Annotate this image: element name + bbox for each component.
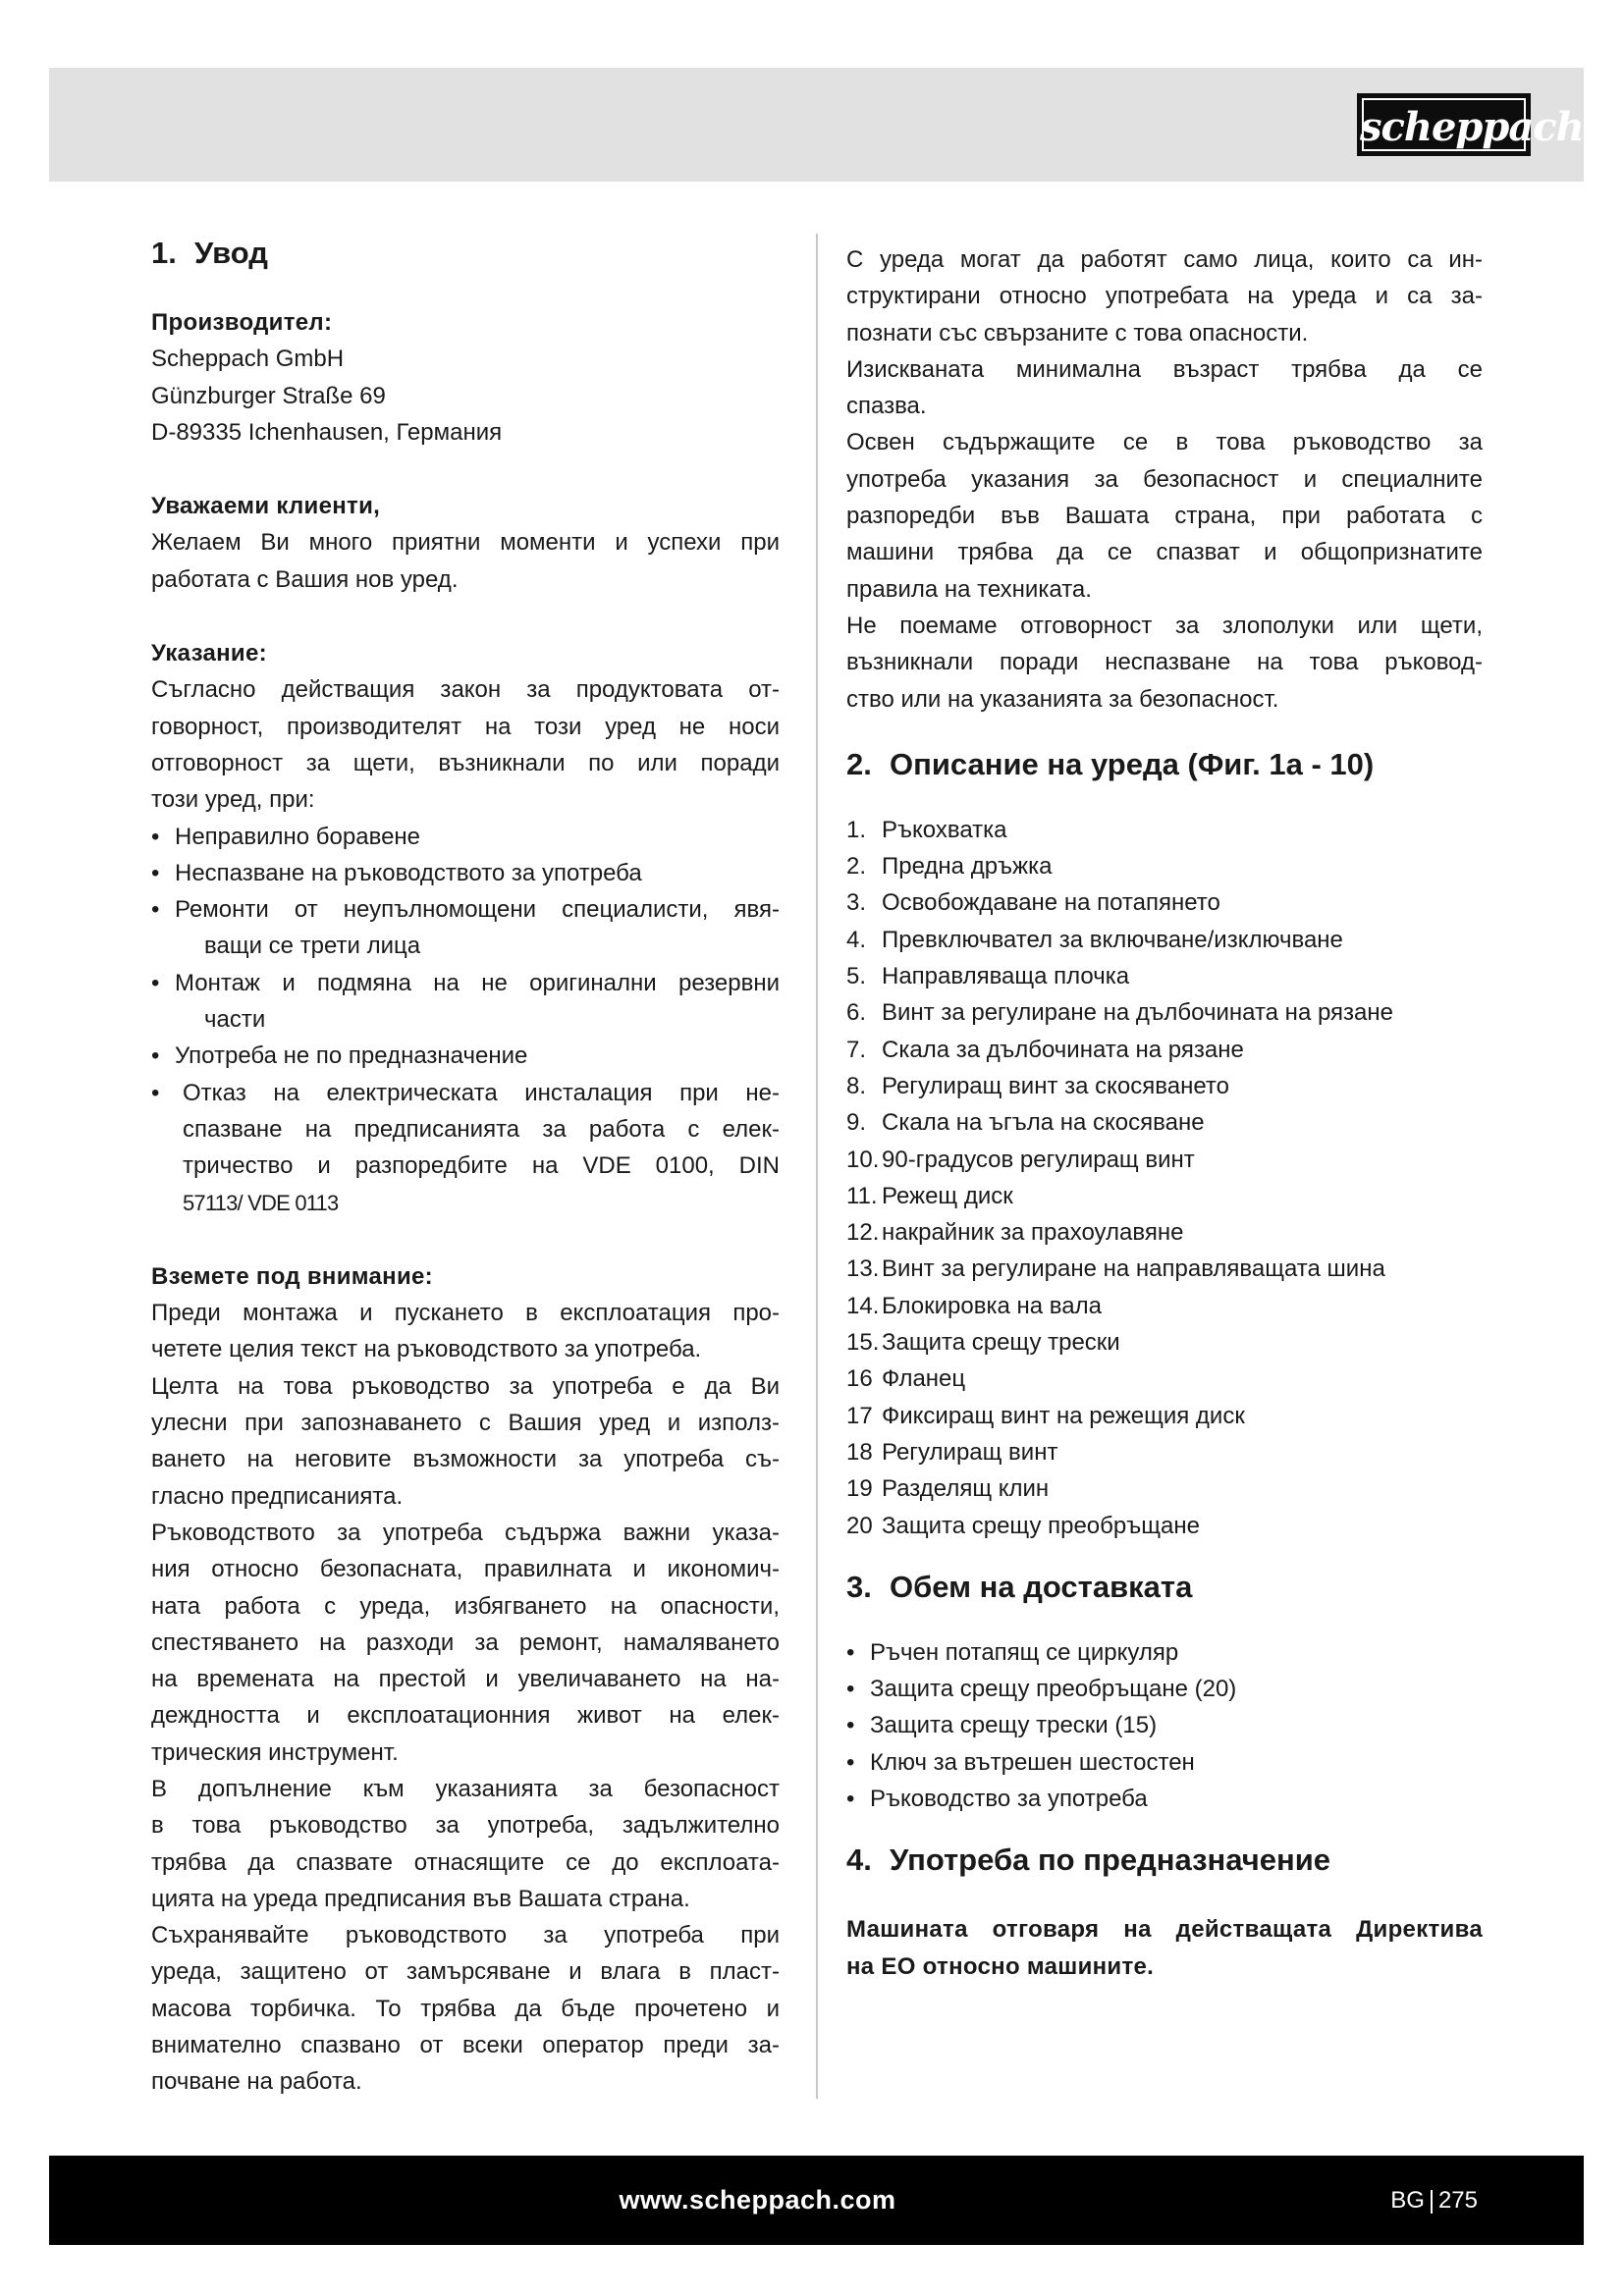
paragraph-line: цията на уреда предписания във Вашата страна.	[151, 1885, 690, 1912]
delivery-list	[846, 1634, 1483, 1817]
section-title: Обем на доставката	[890, 1569, 1193, 1604]
footer-website-link[interactable]: www.scheppach.com	[619, 2185, 896, 2215]
delivery-list-item: • Защита срещу преобръщане (20)	[846, 1676, 1237, 1703]
paragraph-line: масова торбичка. То трябва да бъде прочетено и	[151, 1995, 780, 2022]
parts-list-item: 9. Скала на ъгъла на скосяване	[846, 1109, 1205, 1137]
delivery-list-item: • Ръчен потапящ се циркуляр	[846, 1638, 1179, 1666]
parts-list-item: 16 Фланец	[846, 1365, 966, 1393]
section-3-heading	[846, 1566, 1483, 1609]
paragraph-line: Не поемаме отговорност за злополуки или щети,	[846, 612, 1483, 639]
parts-list-item: 20 Защита срещу преобръщане	[846, 1512, 1200, 1539]
parts-list-item: 17 Фиксиращ винт на режещия диск	[846, 1402, 1245, 1429]
paragraph-line: деждността и експлоатационния живот на елек-	[151, 1702, 780, 1730]
section-title: Описание на уреда (Фиг. 1a - 10)	[890, 746, 1375, 781]
paragraph-line: на времената на престой и увеличаването на на-	[151, 1666, 780, 1693]
paragraph-line: правила на техниката.	[846, 575, 1092, 603]
section-number: 3.	[846, 1569, 872, 1604]
manufacturer-line: Günzburger Straße 69	[151, 382, 386, 409]
parts-list-item: 10. 90-градусов регулиращ винт	[846, 1146, 1195, 1173]
paragraph-line: в това ръководство за употреба, задължително	[151, 1812, 780, 1840]
section-number: 2.	[846, 746, 872, 781]
paragraph-line: разпоредби във Вашата страна, при работата с	[846, 503, 1483, 530]
attention-label: Вземете под внимание:	[151, 1262, 433, 1290]
paragraph-line: познати със свързаните с това опасности.	[846, 319, 1309, 347]
footer-bar	[49, 2156, 1584, 2245]
parts-list-item: 4. Превключвател за включване/изключване	[846, 926, 1343, 953]
paragraph-line: отговорност за щети, възникнали по или поради	[151, 749, 780, 776]
list-item: • Ремонти от неупълномощени специалисти, явя- ващи се трети лица	[151, 896, 780, 960]
list-item: • Употреба не по предназначение	[151, 1042, 528, 1070]
attention-paragraph	[151, 1295, 780, 2101]
parts-list-item: 2. Предна дръжка	[846, 853, 1053, 881]
section-number: 1.	[151, 236, 177, 270]
section-1-heading	[151, 232, 780, 275]
paragraph-line: спазва.	[846, 393, 927, 420]
list-item: • Неправилно боравене	[151, 823, 421, 850]
scheppach-logo: scheppach	[1357, 93, 1531, 156]
paragraph-line: внимателно спазвано от всеки оператор преди за-	[151, 2032, 780, 2059]
paragraph-line: говорност, производителят на този уред не носи	[151, 713, 780, 740]
delivery-list-item: • Ръководство за употреба	[846, 1785, 1148, 1812]
paragraph-line: трябва да спазвате отнасящите се до експлоата-	[151, 1848, 780, 1876]
paragraph-line: Съгласно действащия закон за продуктовата от-	[151, 676, 780, 704]
paragraph-line: машини трябва да се спазват и общопризнатите	[846, 539, 1483, 566]
note-label: Указание:	[151, 640, 267, 667]
manufacturer-line: D-89335 Ichenhausen, Германия	[151, 418, 503, 446]
list-item: • Отказ на електрическата инсталация при не- спазване на предписанията за работа с елек- тричество и разпоредбите на VDE 0100, DIN 57113/ VDE 0113	[151, 1079, 780, 1215]
paragraph-line: Желаем Ви много приятни моменти и успехи при	[151, 529, 780, 557]
parts-list-item: 14. Блокировка на вала	[846, 1292, 1102, 1319]
intro-paragraph	[846, 241, 1483, 718]
paragraph-line: спестяването на разходи за ремонт, намаляването	[151, 1629, 780, 1656]
paragraph-line: ната работа с уреда, избягването на опасности,	[151, 1592, 780, 1620]
delivery-list-item: • Ключ за вътрешен шестостен	[846, 1748, 1195, 1776]
parts-list-item: 15. Защита срещу трески	[846, 1329, 1120, 1357]
paragraph-line: структирани относно употребата на уреда и са за-	[846, 283, 1483, 310]
column-divider	[816, 234, 818, 2099]
paragraph-line: почване на работа.	[151, 2068, 362, 2096]
parts-list-item: 3. Освобождаване на потапянето	[846, 889, 1220, 917]
paragraph-line: улесни при запознаването с Вашия уред и използ-	[151, 1410, 780, 1437]
separator	[1431, 2190, 1433, 2214]
ec-directive-line: Машината отговаря на действащата Директива	[846, 1916, 1483, 1944]
dear-customers-label: Уважаеми клиенти,	[151, 493, 381, 520]
paragraph-line: уреда, защитено от замърсяване и влага в пласт-	[151, 1958, 780, 1986]
paragraph-line: ство или на указанията за безопасност.	[846, 685, 1279, 713]
parts-list-item: 11. Режещ диск	[846, 1182, 1013, 1209]
paragraph-line: Преди монтажа и пускането в експлоатация про-	[151, 1300, 780, 1327]
header-bar	[49, 68, 1584, 182]
paragraph-line: ването на неговите възможности за употреба съ-	[151, 1446, 780, 1473]
paragraph-line: Целта на това ръководство за употреба е да Ви	[151, 1372, 780, 1400]
parts-list-item: 18 Регулиращ винт	[846, 1438, 1058, 1466]
parts-list	[846, 812, 1483, 1544]
paragraph-line: Съхранявайте ръководството за употреба при	[151, 1922, 780, 1949]
paragraph-line: възникнали поради неспазване на това ръковод-	[846, 649, 1483, 676]
section-title: Употреба по предназначение	[890, 1842, 1331, 1878]
page-number	[1390, 2156, 1478, 2245]
left-column	[151, 232, 780, 2101]
paragraph-line: употреба указания за безопасност и специалните	[846, 465, 1483, 493]
language-code: BG	[1390, 2187, 1425, 2214]
paragraph-line: трическия инструмент.	[151, 1738, 399, 1766]
right-column	[846, 232, 1483, 1985]
parts-list-item: 6. Винт за регулиране на дълбочината на рязане	[846, 999, 1393, 1027]
ec-directive-line: на ЕО относно машините.	[846, 1952, 1155, 1980]
paragraph-line: този уред, при:	[151, 786, 315, 814]
section-title: Увод	[194, 236, 268, 270]
liability-bullet-list	[151, 819, 780, 1221]
list-item: • Монтаж и подмяна на не оригинални резервни части	[151, 969, 780, 1034]
paragraph-line: работата с Вашия нов уред.	[151, 565, 459, 593]
paragraph-line: Изискваната минимална възраст трябва да се	[846, 355, 1483, 383]
paragraph-line: четете целия текст на ръководството за употреба.	[151, 1336, 702, 1363]
paragraph-line: С уреда могат да работят само лица, които са ин-	[846, 246, 1483, 273]
list-item: • Неспазване на ръководството за употреба	[151, 859, 642, 886]
manufacturer-label: Производител:	[151, 309, 333, 336]
parts-list-item: 8. Регулиращ винт за скосяването	[846, 1072, 1229, 1099]
section-2-heading	[846, 743, 1483, 786]
section-4-heading	[846, 1839, 1483, 1882]
parts-list-item: 12. накрайник за прахоулавяне	[846, 1219, 1184, 1247]
paragraph-line: Ръководството за употреба съдържа важни указа-	[151, 1519, 780, 1546]
parts-list-item: 19 Разделящ клин	[846, 1475, 1050, 1503]
parts-list-item: 7. Скала за дълбочината на рязане	[846, 1036, 1244, 1063]
paragraph-line: В допълнение към указанията за безопасност	[151, 1775, 780, 1802]
delivery-list-item: • Защита срещу трески (15)	[846, 1712, 1158, 1739]
parts-list-item: 1. Ръкохватка	[846, 816, 1007, 843]
page-number-value: 275	[1437, 2187, 1478, 2214]
paragraph-line: Освен съдържащите се в това ръководство за	[846, 429, 1483, 456]
manufacturer-line: Scheppach GmbH	[151, 346, 345, 373]
parts-list-item: 5. Направляваща плочка	[846, 963, 1130, 990]
paragraph-line: ния относно безопасната, правилната и икономич-	[151, 1556, 780, 1583]
paragraph-line: гласно предписанията.	[151, 1482, 404, 1510]
parts-list-item: 13. Винт за регулиране на направляващата шина	[846, 1255, 1385, 1283]
section-number: 4.	[846, 1842, 872, 1878]
